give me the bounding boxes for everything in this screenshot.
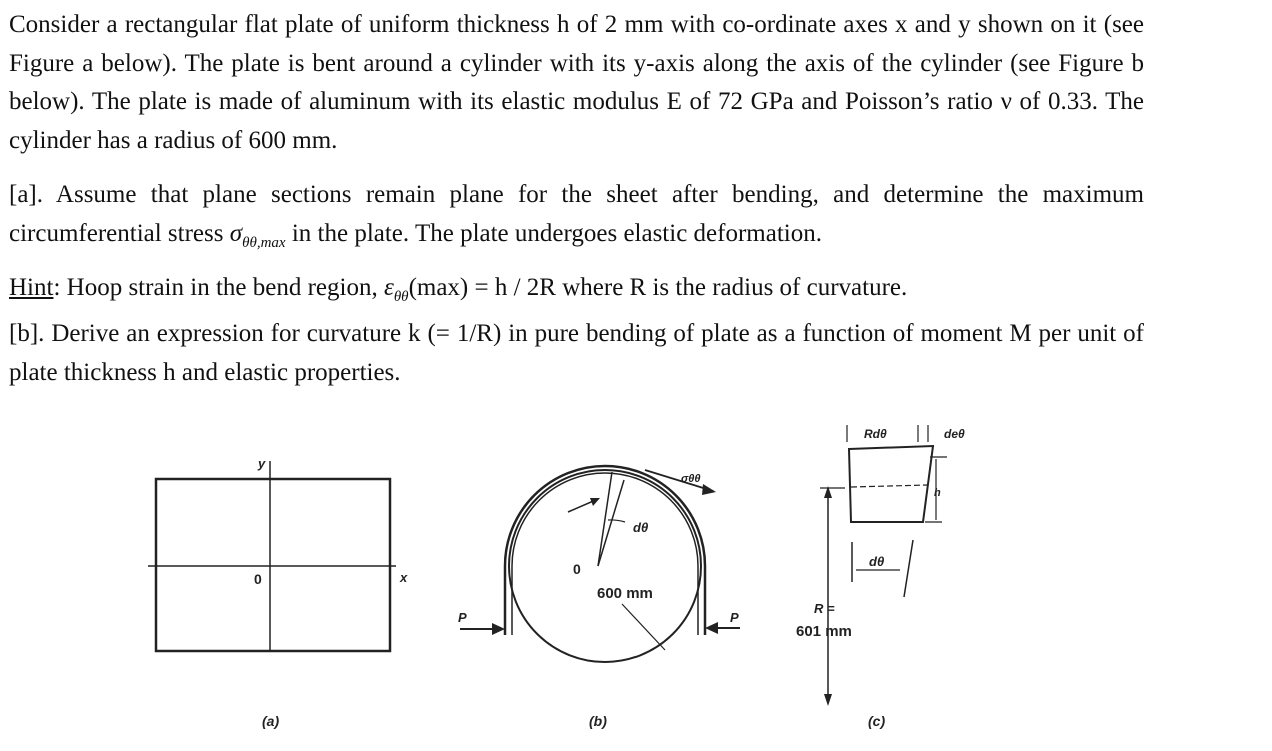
part-a: [9, 176, 1144, 256]
load-label-left: P: [458, 610, 467, 625]
angle-arc: [608, 520, 625, 522]
angle-label-c: dθ: [869, 554, 885, 569]
radius-value-label: 601 mm: [796, 623, 852, 640]
load-label-right: P: [730, 610, 739, 625]
intro-text: Consider a rectangular flat plate of uniform thickness h of 2 mm with co-ordinate axes x and y shown on it (see Figure a below). The plate is bent around a cylinder with its y-axis along the axis of the cylinder (see Figure b below). The plate is made of aluminum with its elastic modulus E of 72 GPa and Poisson’s ratio ν of 0.33. The cylinder has a radius of 600 mm.: [9, 11, 1144, 154]
radius-line-2: [598, 480, 624, 566]
problem-intro: [9, 6, 1144, 160]
figure-c-labels: [796, 427, 965, 729]
radius-leader: [622, 604, 665, 650]
radius-arrow-bottom: [824, 694, 832, 706]
epsilon-subscript: θθ: [393, 289, 409, 305]
stress-arrowhead: [702, 484, 716, 495]
arc-label: Rdθ: [864, 427, 887, 441]
radius-label: 600 mm: [597, 585, 653, 602]
tangent-arrowhead: [590, 498, 600, 506]
radius-line-1: [598, 472, 612, 566]
hint-tail: where R is the radius of curvature.: [562, 274, 908, 301]
neutral-axis-dashed: [851, 485, 928, 487]
angle-line-right: [904, 540, 913, 597]
figure-b-labels: [458, 473, 739, 729]
load-arrowhead-left: [492, 623, 505, 635]
part-b-text: [b]. Derive an expression for curvature k (= 1/R) in pure bending of plate as a function of moment M per unit of plate thickness h and elastic properties.: [9, 320, 1144, 386]
hint-expression: (max) = h / 2R: [408, 274, 556, 301]
part-a-tail: in the plate. The plate undergoes elastic deformation.: [291, 219, 822, 247]
hint: [9, 269, 1144, 311]
part-b: [9, 315, 1144, 392]
bent-plate-outer: [505, 466, 705, 635]
figure-a: [148, 456, 408, 729]
caption-b: (b): [589, 713, 607, 729]
radius-eq-label: R =: [814, 601, 835, 616]
hint-label: Hint: [9, 274, 54, 301]
sigma-symbol: σ: [229, 219, 243, 247]
y-axis-label: y: [258, 456, 266, 471]
figure: [0, 400, 1272, 751]
thickness-label: h: [934, 487, 941, 499]
flat-plate: [156, 479, 390, 651]
caption-c: (c): [868, 713, 886, 729]
element-outline: [849, 446, 933, 522]
cylinder: [509, 470, 701, 662]
stress-label: σθθ: [681, 473, 701, 485]
origin-label-a: 0: [254, 571, 262, 587]
delta-label: deθ: [944, 427, 965, 441]
bent-plate-inner: [512, 473, 698, 635]
caption-a: (a): [262, 713, 280, 729]
epsilon-symbol: ε: [383, 274, 394, 301]
origin-label-b: 0: [573, 561, 581, 577]
load-arrowhead-right: [705, 622, 718, 634]
angle-label-b: dθ: [633, 520, 649, 535]
sigma-subscript: θθ,max: [242, 234, 286, 251]
x-axis-label: x: [400, 570, 408, 585]
figure-b: [460, 466, 740, 662]
hint-text: : Hoop strain in the bend region,: [53, 274, 378, 301]
part-a-lead: [a]. Assume that plane sections remain plane for the sheet after bending, and determine the maximum circumferential stress: [9, 181, 1144, 247]
